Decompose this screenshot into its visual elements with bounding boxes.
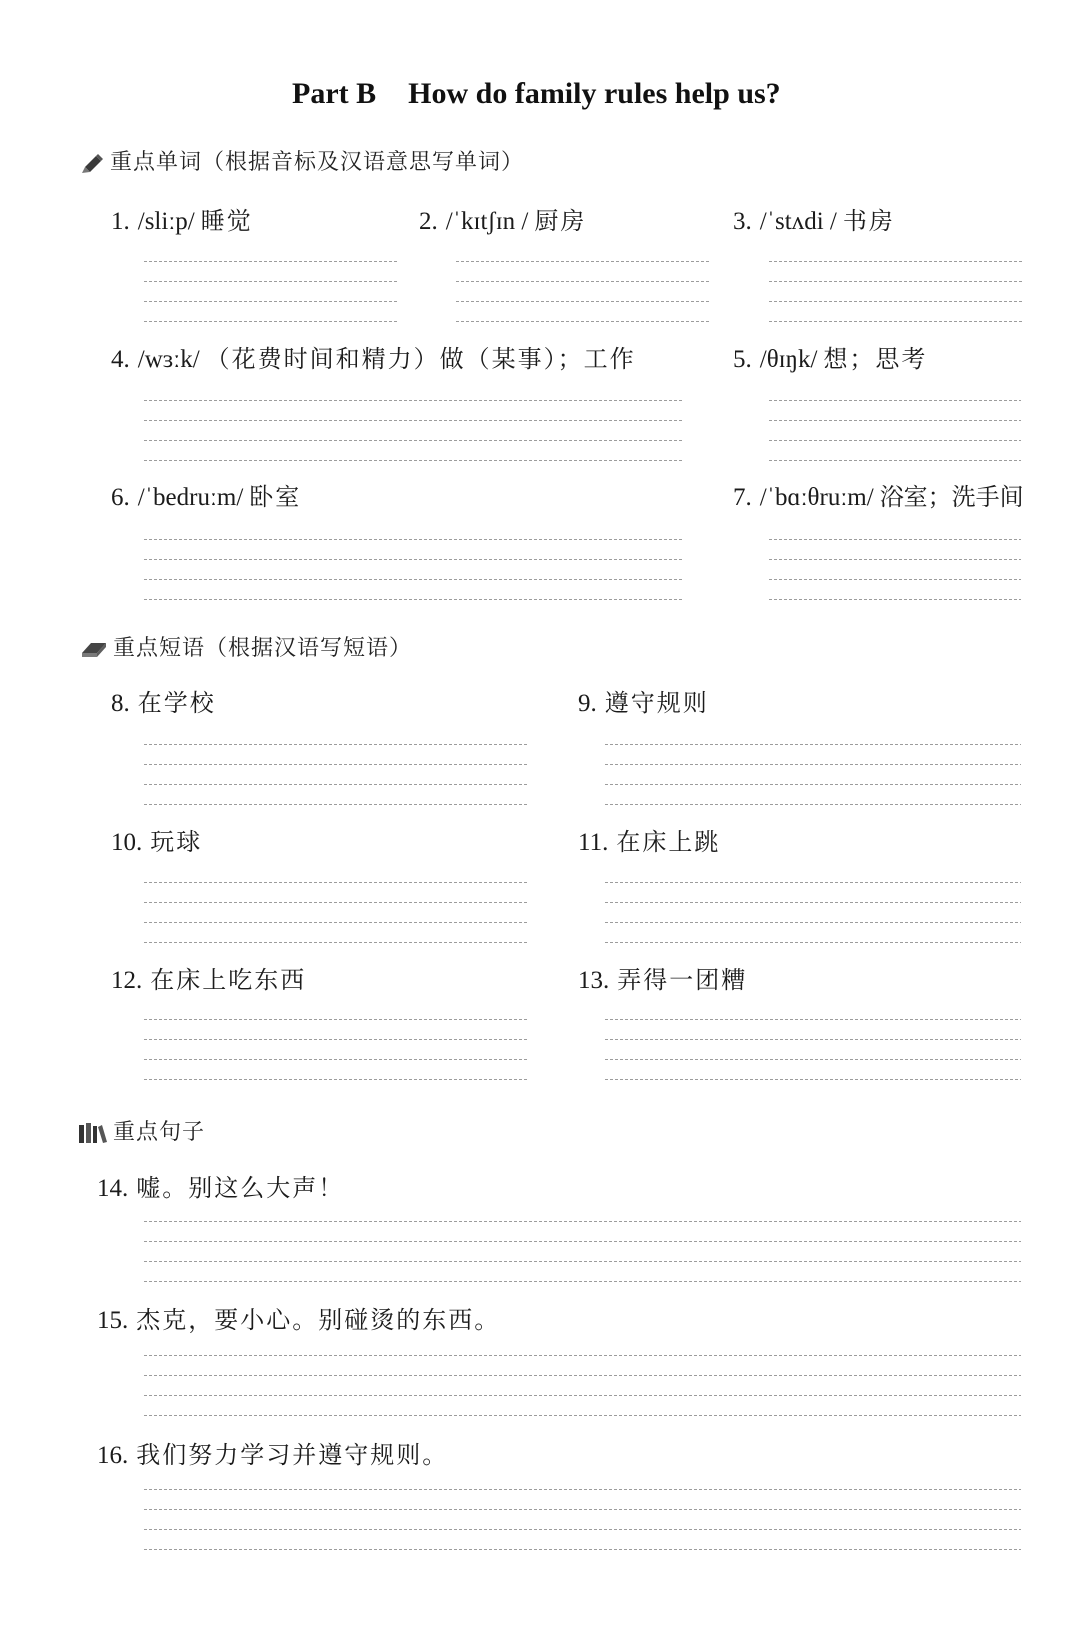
section-heading-phrases: 重点短语（根据汉语写短语） — [113, 636, 413, 661]
phrase-item-12 — [111, 965, 306, 996]
answer-lines-9 — [603, 744, 1021, 805]
word-item-6 — [111, 482, 301, 513]
sentence-text: 我们努力学习并遵守规则。 — [136, 1441, 449, 1469]
sentence-item-15 — [97, 1305, 500, 1336]
phrase-text: 在床上吃东西 — [150, 966, 307, 994]
item-number: 3. — [733, 208, 752, 235]
word-item-1 — [111, 206, 253, 237]
answer-lines-12 — [142, 1019, 527, 1080]
item-number: 12. — [111, 967, 143, 994]
answer-lines-11 — [603, 882, 1021, 943]
meaning: 浴室；洗手间 — [879, 483, 1024, 511]
phrase-text: 在床上跳 — [616, 828, 721, 856]
item-number: 2. — [419, 208, 438, 235]
item-number: 15. — [97, 1307, 129, 1334]
word-item-2 — [419, 206, 586, 237]
answer-lines-7 — [767, 539, 1021, 600]
word-item-7 — [733, 482, 1024, 513]
item-number: 9. — [578, 690, 597, 717]
part-question: How do family rules help us? — [408, 77, 781, 110]
phrase-item-8 — [111, 688, 216, 719]
answer-lines-6 — [142, 539, 683, 600]
item-number: 1. — [111, 208, 130, 235]
answer-lines-15 — [142, 1355, 1021, 1416]
eraser-icon — [80, 638, 108, 660]
item-number: 6. — [111, 484, 130, 511]
word-item-4 — [111, 344, 636, 375]
item-number: 14. — [97, 1175, 129, 1202]
answer-lines-13 — [603, 1019, 1021, 1080]
books-icon — [78, 1120, 106, 1142]
phrase-item-13 — [578, 965, 747, 996]
part-label: Part B — [292, 77, 377, 110]
item-number: 10. — [111, 829, 143, 856]
sentence-item-16 — [97, 1440, 448, 1471]
section-heading-sentences: 重点句子 — [113, 1120, 206, 1145]
phrase-item-9 — [578, 688, 709, 719]
meaning: （花费时间和精力）做（某事）；工作 — [205, 345, 636, 373]
phonetic: /θɪŋk/ — [759, 346, 818, 373]
answer-lines-1 — [142, 261, 398, 322]
phonetic: /ˈstʌdi / — [759, 208, 837, 235]
phrase-item-10 — [111, 827, 202, 858]
word-item-3 — [733, 206, 895, 237]
meaning: 睡觉 — [200, 207, 253, 235]
phrase-text: 遵守规则 — [604, 689, 709, 717]
item-number: 5. — [733, 346, 752, 373]
phrase-text: 弄得一团糟 — [617, 966, 748, 994]
meaning: 想；思考 — [823, 345, 928, 373]
phonetic: /ˈbedruːm/ — [137, 484, 244, 511]
page-title — [292, 76, 781, 112]
phonetic: /sliːp/ — [137, 208, 195, 235]
answer-lines-4 — [142, 400, 683, 461]
item-number: 11. — [578, 829, 609, 856]
answer-lines-14 — [142, 1221, 1021, 1282]
phonetic: /ˈbɑːθruːm/ — [759, 484, 874, 511]
phrase-text: 玩球 — [150, 828, 203, 856]
item-number: 7. — [733, 484, 752, 511]
item-number: 16. — [97, 1442, 129, 1469]
meaning: 厨房 — [534, 207, 587, 235]
item-number: 4. — [111, 346, 130, 373]
phonetic: /wɜːk/ — [137, 346, 200, 373]
answer-lines-5 — [767, 400, 1021, 461]
sentence-text: 杰克，要小心。别碰烫的东西。 — [136, 1306, 501, 1334]
pencil-icon — [80, 152, 108, 174]
item-number: 13. — [578, 967, 610, 994]
section-heading-words: 重点单词（根据音标及汉语意思写单词） — [110, 150, 525, 175]
sentence-text: 嘘。别这么大声！ — [136, 1174, 345, 1202]
answer-lines-3 — [767, 261, 1023, 322]
phrase-text: 在学校 — [137, 689, 216, 717]
meaning: 卧室 — [249, 483, 302, 511]
answer-lines-2 — [454, 261, 709, 322]
answer-lines-8 — [142, 744, 527, 805]
phonetic: /ˈkɪtʃɪn / — [445, 208, 529, 235]
phrase-item-11 — [578, 827, 720, 858]
sentence-item-14 — [97, 1173, 344, 1204]
item-number: 8. — [111, 690, 130, 717]
meaning: 书房 — [842, 207, 895, 235]
answer-lines-10 — [142, 882, 527, 943]
word-item-5 — [733, 344, 927, 375]
answer-lines-16 — [142, 1489, 1021, 1550]
